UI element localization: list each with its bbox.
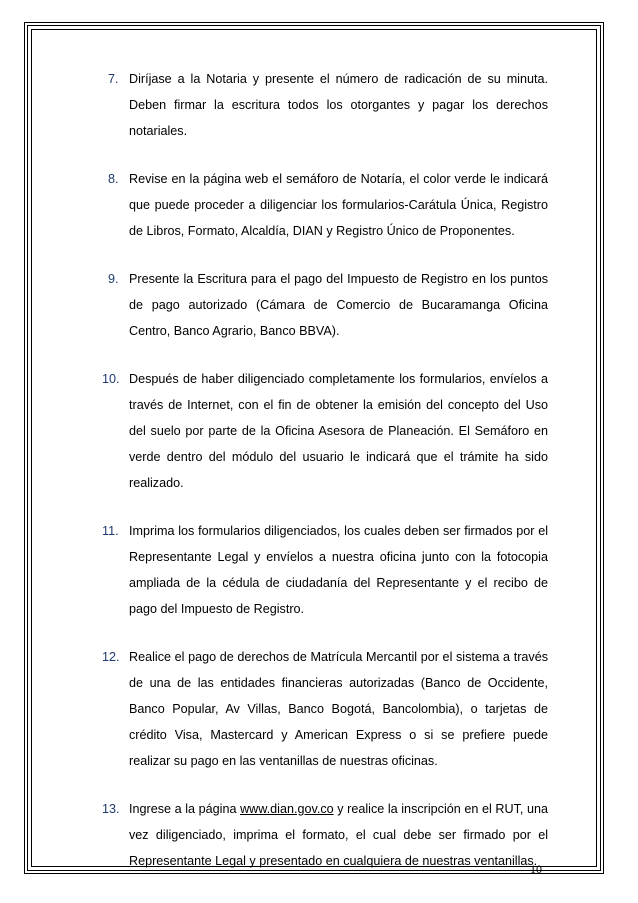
item-text: Diríjase a la Notaria y presente el número de radicación de su minuta. Deben firmar la escritura todos los otorgantes y pagar los derechos notariales. [129, 72, 548, 138]
item-number: 8. [108, 172, 119, 186]
list-item-10 [102, 366, 548, 496]
item-text: Presente la Escritura para el pago del Impuesto de Registro en los puntos de pago autorizado (Cámara de Comercio de Bucaramanga Oficina Centro, Banco Agrario, Banco BBVA). [129, 272, 548, 338]
item-text-after: y realice la inscripción en el RUT, una vez diligenciado, imprima el formato, el cual debe ser firmado por el Representante Legal y presentado en cualquiera de nuestras ventanillas. [129, 802, 548, 868]
item-number: 12. [102, 650, 120, 664]
list-item-9 [108, 266, 548, 344]
item-number: 10. [102, 372, 120, 386]
item-number: 9. [108, 272, 119, 286]
item-text-before: Ingrese a la página [129, 802, 241, 816]
item-text: Después de haber diligenciado completamente los formularios, envíelos a través de Internet, con el fin de obtener la emisión del concepto del Uso del suelo por parte de la Oficina Asesora de Planeación. El Semáforo en verde dentro del módulo del usuario le indicará que el trámite ha sido realizado. [129, 372, 548, 490]
item-text: Realice el pago de derechos de Matrícula Mercantil por el sistema a través de una de las entidades financieras autorizadas (Banco de Occidente, Banco Popular, Av Villas, Banco Bogotá, Bancolombia), o tarjetas de crédito Visa, Mastercard y American Express o si se prefiere puede realizar su pago en las ventanillas de nuestras oficinas. [129, 650, 548, 768]
item-text: Imprima los formularios diligenciados, los cuales deben ser firmados por el Representante Legal y envíelos a nuestra oficina junto con la fotocopia ampliada de la cédula de ciudadanía del Representante y el recibo de pago del Impuesto de Registro. [129, 524, 548, 616]
item-number: 11. [102, 524, 119, 538]
document-body [102, 66, 548, 896]
list-item-12 [102, 644, 548, 774]
dian-link[interactable]: www.dian.gov.co [240, 802, 334, 816]
list-item-13 [102, 796, 548, 874]
item-number: 13. [102, 802, 120, 816]
page-number: 10 [530, 862, 542, 876]
list-item-11 [102, 518, 548, 622]
item-number: 7. [108, 72, 119, 86]
list-item-7 [108, 66, 548, 144]
item-text: Revise en la página web el semáforo de Notaría, el color verde le indicará que puede proceder a diligenciar los formularios-Carátula Única, Registro de Libros, Formato, Alcaldía, DIAN y Registro Único de Proponentes. [129, 172, 548, 238]
list-item-8 [108, 166, 548, 244]
